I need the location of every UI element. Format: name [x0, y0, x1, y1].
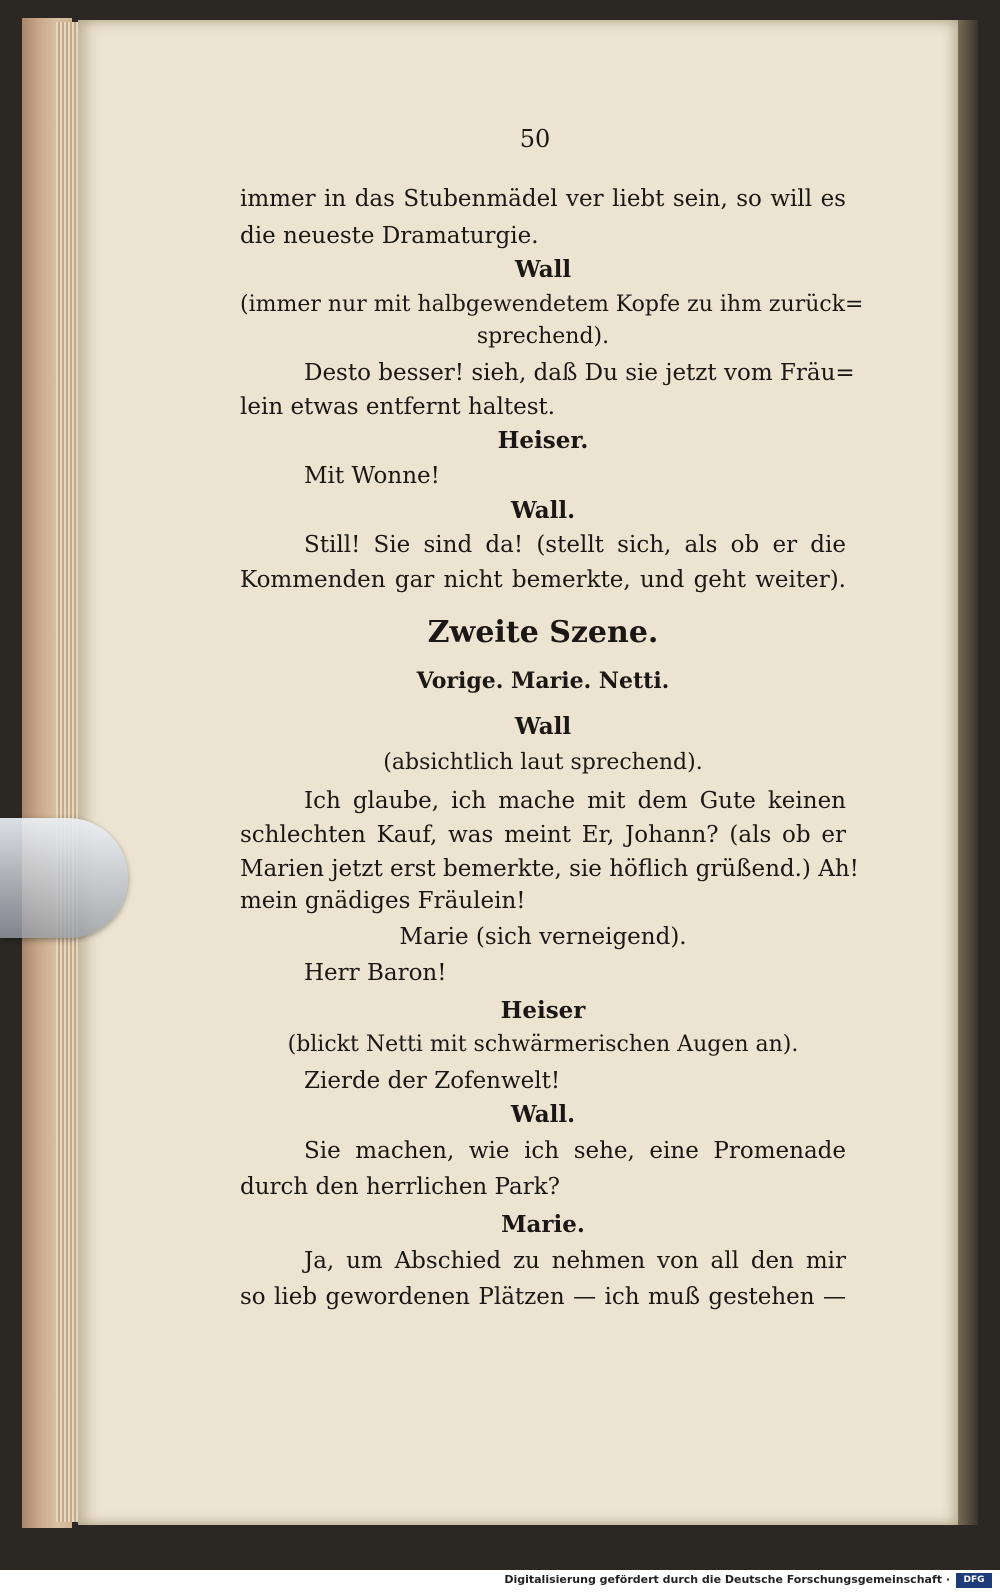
text-line: Kommenden gar nicht bemerkte, und geht weiter). [240, 567, 846, 593]
scene-characters: Vorige. Marie. Netti. [416, 668, 670, 694]
speaker-name: Heiser [500, 997, 586, 1024]
footer [0, 1570, 1000, 1593]
text-line: schlechten Kauf, was meint Er, Johann? (als ob er [240, 822, 846, 848]
text-line: lein etwas entfernt haltest. [240, 394, 556, 420]
text-line: Zierde der Zofenwelt! [304, 1068, 561, 1094]
text-line: die neueste Dramaturgie. [240, 223, 539, 249]
dfg-logo: DFG [956, 1573, 992, 1588]
speaker-name: Wall. [510, 1101, 576, 1128]
page-clip [0, 818, 128, 938]
page-number: 50 [519, 125, 551, 153]
stage-direction: (immer nur mit halbgewendetem Kopfe zu ihm zurück= [240, 292, 864, 317]
stage-direction: sprechend). [476, 324, 610, 349]
text-line: Still! Sie sind da! (stellt sich, als ob er die [304, 532, 846, 558]
stage-direction: (absichtlich laut sprechend). [383, 750, 703, 775]
footer-credit: Digitalisierung gefördert durch die Deutsche Forschungsgemeinschaft · [504, 1573, 950, 1586]
speaker-line: Marie (sich verneigend). [399, 924, 687, 950]
text-line: mein gnädiges Fräulein! [240, 888, 526, 914]
text-line: immer in das Stubenmädel ver liebt sein, so will es [240, 186, 846, 212]
text-line: Marien jetzt erst bemerkte, sie höflich grüßend.) Ah! [240, 856, 859, 882]
speaker-name: Wall [514, 256, 572, 283]
text-line: Ja, um Abschied zu nehmen von all den mir [304, 1248, 846, 1274]
text-line: Mit Wonne! [304, 463, 440, 489]
speaker-name: Wall [514, 713, 572, 740]
text-line: Herr Baron! [304, 960, 447, 986]
text-line: Ich glaube, ich mache mit dem Gute keinen [304, 788, 846, 814]
speaker-name: Marie. [501, 1211, 585, 1238]
text-line: Desto besser! sieh, daß Du sie jetzt vom Fräu= [304, 360, 855, 386]
stage-direction: (blickt Netti mit schwärmerischen Augen an). [287, 1032, 799, 1057]
scene-heading: Zweite Szene. [427, 615, 659, 650]
text-line: durch den herrlichen Park? [240, 1174, 560, 1200]
speaker-name: Wall. [510, 497, 576, 524]
speaker-name: Heiser. [497, 427, 589, 454]
book-edge-right [958, 20, 978, 1525]
text-line: Sie machen, wie ich sehe, eine Promenade [304, 1138, 846, 1164]
text-line: so lieb gewordenen Plätzen — ich muß gestehen — [240, 1284, 846, 1310]
